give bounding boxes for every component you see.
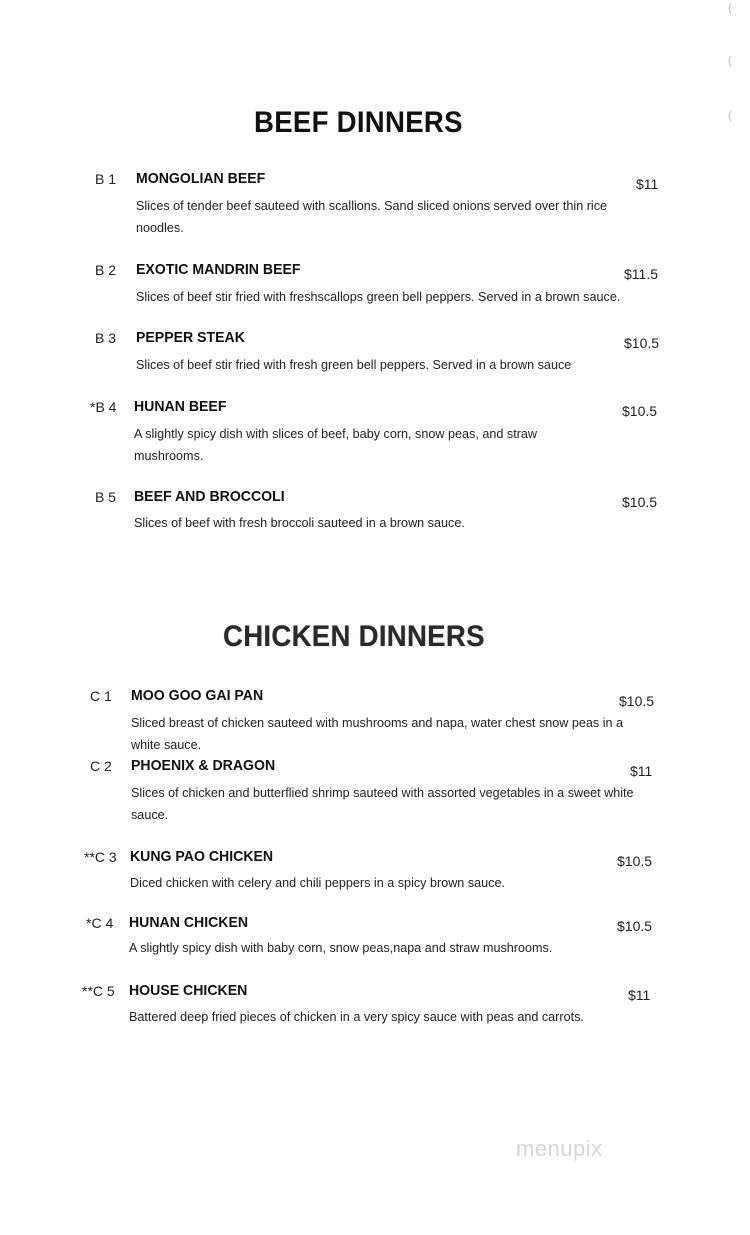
item-price: $11.5 bbox=[624, 266, 658, 282]
section-title-beef: BEEF DINNERS bbox=[254, 106, 463, 139]
item-name: HUNAN CHICKEN bbox=[129, 914, 249, 931]
scan-edge-mark: ( bbox=[728, 55, 732, 67]
item-price: $10.5 bbox=[617, 918, 653, 934]
item-description: Sliced breast of chicken sauteed with mushrooms and napa, water chest snow peas in a white sauce. bbox=[131, 715, 624, 752]
item-description: Battered deep fried pieces of chicken in a very spicy sauce with peas and carrots. bbox=[129, 1009, 584, 1024]
item-price: $10.5 bbox=[622, 403, 658, 419]
item-name: HOUSE CHICKEN bbox=[129, 982, 248, 999]
item-name: PHOENIX & DRAGON bbox=[131, 757, 276, 774]
item-description: Slices of tender beef sauteed with scallions. Sand sliced onions served over thin rice noodles. bbox=[136, 198, 608, 235]
item-price: $11 bbox=[628, 987, 651, 1003]
item-code: *B 4 bbox=[90, 399, 117, 415]
item-price: $11 bbox=[636, 176, 659, 192]
item-code: **C 5 bbox=[82, 983, 115, 999]
item-description: A slightly spicy dish with slices of beef, baby corn, snow peas, and straw mushrooms. bbox=[134, 426, 538, 463]
item-price: $10.5 bbox=[624, 335, 660, 351]
item-code: B 3 bbox=[95, 330, 117, 346]
section-title-chicken: CHICKEN DINNERS bbox=[223, 620, 485, 653]
watermark-logo: menupix bbox=[516, 1136, 603, 1161]
scan-edge-mark: ( bbox=[728, 2, 732, 14]
item-code: **C 3 bbox=[84, 849, 117, 865]
item-name: KUNG PAO CHICKEN bbox=[130, 848, 274, 865]
item-code: C 1 bbox=[90, 688, 112, 704]
item-price: $10.5 bbox=[617, 853, 653, 869]
item-name: PEPPER STEAK bbox=[136, 329, 245, 346]
item-description: Slices of beef stir fried with freshscallops green bell peppers. Served in a brown sauce. bbox=[136, 289, 621, 304]
item-code: B 2 bbox=[95, 262, 117, 278]
item-name: BEEF AND BROCCOLI bbox=[134, 488, 285, 505]
item-code: B 5 bbox=[95, 489, 117, 505]
item-code: B 1 bbox=[95, 171, 117, 187]
item-price: $11 bbox=[630, 763, 653, 779]
item-description: Slices of beef stir fried with fresh green bell peppers. Served in a brown sauce bbox=[136, 357, 572, 372]
item-code: *C 4 bbox=[86, 915, 114, 931]
item-name: EXOTIC MANDRIN BEEF bbox=[136, 261, 301, 278]
item-price: $10.5 bbox=[622, 494, 658, 510]
item-code: C 2 bbox=[90, 758, 112, 774]
scan-edge-mark: ( bbox=[728, 110, 732, 122]
item-name: MOO GOO GAI PAN bbox=[131, 687, 264, 704]
item-name: HUNAN BEEF bbox=[134, 398, 227, 415]
item-description: Diced chicken with celery and chili peppers in a spicy brown sauce. bbox=[130, 875, 505, 890]
item-description: A slightly spicy dish with baby corn, snow peas,napa and straw mushrooms. bbox=[129, 940, 553, 955]
item-name: MONGOLIAN BEEF bbox=[136, 170, 266, 187]
item-description: Slices of beef with fresh broccoli sauteed in a brown sauce. bbox=[134, 515, 465, 530]
item-price: $10.5 bbox=[619, 693, 655, 709]
item-description: Slices of chicken and butterflied shrimp sauteed with assorted vegetables in a sweet white sauce. bbox=[131, 785, 634, 822]
